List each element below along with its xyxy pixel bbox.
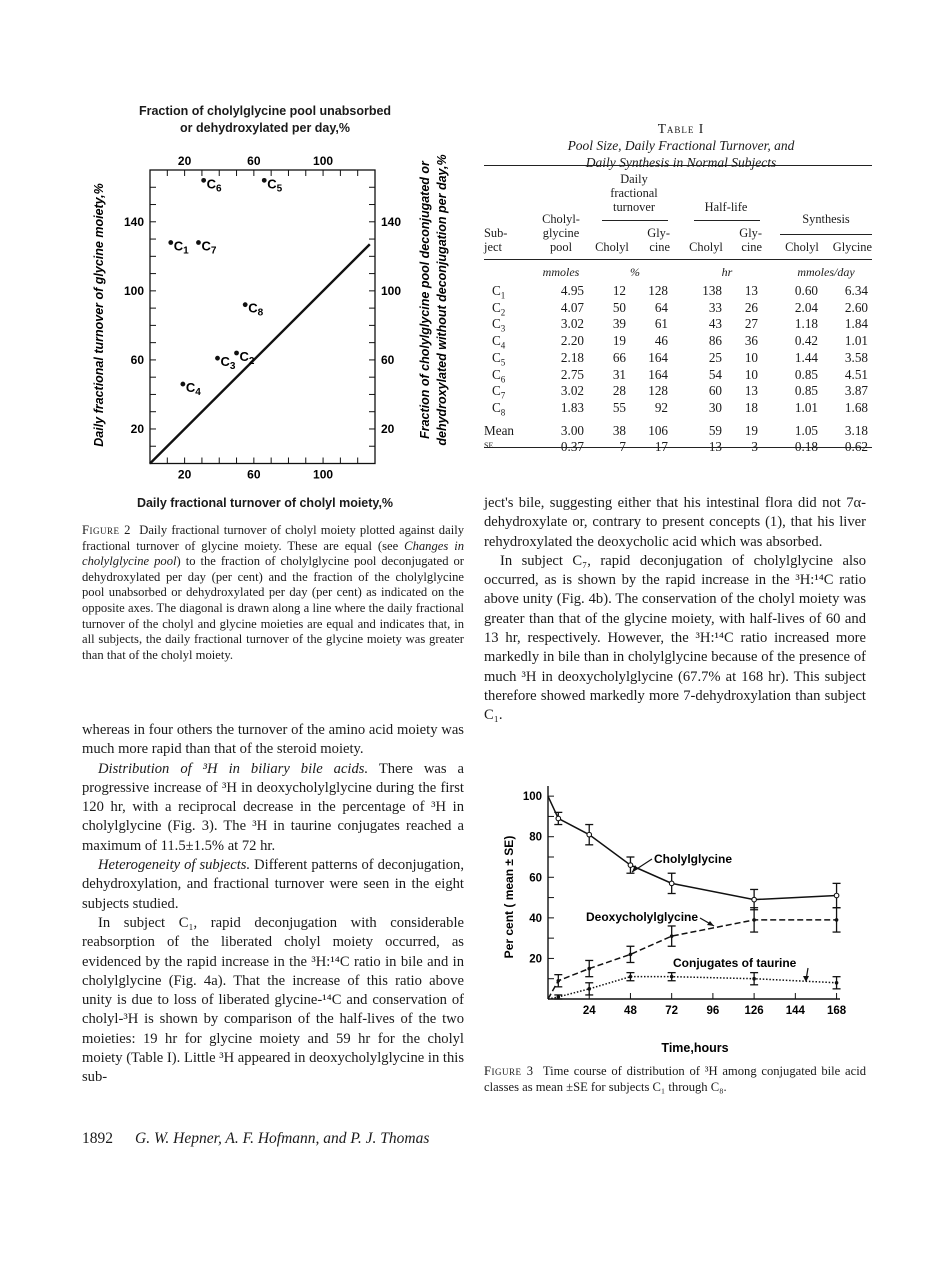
cell-syn-cholyl: 1.18 [794, 316, 818, 332]
figure3-point [556, 816, 561, 821]
figure3-point [752, 918, 756, 922]
figure2-point-c3 [215, 354, 236, 372]
figure2-caption-text: Daily fractional turnover of cholyl moiety plotted against daily fractional turnover of glycine moiety. These are equal (see [82, 523, 464, 553]
paragraph: whereas in four others the turnover of the amino acid moiety was much more rapid than that of the steroid moiety. [82, 722, 464, 758]
figure2-xtick-label-top: 100 [313, 154, 334, 168]
figure2-point-c6 [201, 176, 222, 194]
figure2-point-marker [243, 302, 248, 307]
figure3-series-line [548, 796, 837, 899]
table1-title-line1: Pool Size, Daily Fractional Turnover, and [567, 138, 795, 153]
cell-turn-glycine: 17 [654, 439, 668, 455]
cell-turn-cholyl: 55 [612, 399, 626, 415]
cell-subject: se [484, 439, 494, 452]
figure2-point-marker [180, 382, 185, 387]
figure3-point [587, 967, 591, 971]
figure3-ytick-label: 100 [522, 791, 542, 804]
figure2-bottom-xlabel: Daily fractional turnover of cholyl moiety,% [136, 496, 394, 510]
figure2-right-ylabel-line2: dehydroxylated without deconjugation per day,% [435, 154, 449, 446]
cell-syn-cholyl: 1.44 [794, 349, 818, 365]
cell-pool: 0.37 [560, 439, 584, 455]
figure3-point [669, 881, 674, 886]
col-header-halflife-glycine: Gly- cine [739, 226, 762, 254]
paragraph: ject's bile, suggesting either that his intestinal flora did not 7α-dehydroxylate or, contrary to present concepts (1), that his liver rehydroxylated the deoxycholic acid which was absorbed. [484, 495, 866, 550]
figure2-caption-label: Figure 2 [82, 523, 131, 537]
figure2-caption-italic: Changes in cholylglycine pool [82, 538, 465, 569]
cell-hl-glycine: 10 [744, 349, 758, 365]
figure2-xtick-label-bottom: 20 [177, 467, 192, 482]
figure3-deoxy-arrowhead [707, 921, 714, 926]
figure3-xlabel: Time,hours [661, 1041, 729, 1055]
footer-authors: G. W. Hepner, A. F. Hofmann, and P. J. Thomas [135, 1130, 430, 1147]
figure2-ytick-label-left: 100 [123, 283, 144, 298]
figure2-point-c7 [196, 239, 217, 257]
paragraph: In subject C₇, rapid deconjugation of cholylglycine also occurred, as is shown by the rapid increase in the ³H:¹⁴C ratio above unity (Fig. 4b). The conservation of the cholyl moiety was greater than that of the glycine moiety, with half-lives of 60 and 13 hr, respectively. However, the ³H:¹⁴C ratio increased more markedly in bile than in cholylglycine because of the presence of much ³H in deoxycholylglycine (67.7% at 168 hr). This subject therefore showed markedly more 7-dehydroxylation than subject C₁. [484, 552, 866, 724]
figure3-point [629, 975, 633, 979]
figure2-point-label: $C_4$ [185, 380, 201, 399]
figure2-scatter-chart [80, 150, 480, 490]
figure3-xtick-label: 24 [582, 1005, 596, 1017]
cell-syn-cholyl: 0.85 [794, 383, 818, 399]
figure3-legend-taurine: Conjugates of taurine [673, 956, 797, 970]
figure3-xtick-label: 72 [665, 1005, 679, 1017]
cell-pool: 3.02 [560, 383, 584, 399]
table-row [484, 316, 872, 335]
cell-turn-glycine: 164 [648, 349, 668, 365]
cell-hl-cholyl: 33 [708, 299, 722, 315]
figure3-xtick-label: 48 [624, 1005, 637, 1017]
cell-turn-glycine: 61 [654, 316, 668, 332]
cell-turn-glycine: 92 [654, 399, 668, 415]
paragraph: In subject C₁, rapid deconjugation with considerable reabsorption of the liberated cholyl moiety occurred, as evidenced by the rapid increase in the ³H:¹⁴C ratio in bile and in cholylglycine (Fig. 4a). That the increase of this ratio above unity is due to loss of liberated glycine-¹⁴C and conservation of cholyl-³H is shown by comparison of the half-lives of the two moieties: 19 hr for glycine moiety and 59 hr for the cholyl moiety (Table I). Little ³H appeared in deoxycholylglycine in this sub- [82, 914, 464, 1086]
cell-subject: $C_3$ [492, 316, 506, 335]
cell-hl-cholyl: 25 [708, 349, 722, 365]
page-number: 1892 [82, 1130, 113, 1147]
table1-title-line2: Daily Synthesis in Normal Subjects [585, 155, 777, 170]
figure3-ytick-label: 20 [529, 953, 542, 966]
figure2-point-marker [234, 351, 239, 356]
cell-subject: $C_6$ [492, 366, 506, 385]
col-header-turnover-cholyl: Cholyl [595, 240, 629, 254]
cell-turn-cholyl: 19 [612, 333, 626, 349]
figure3-xtick-label: 126 [744, 1005, 764, 1017]
figure3-caption-label: Figure 3 [484, 1064, 534, 1078]
cell-turn-glycine: 46 [654, 333, 668, 349]
right-column-text [484, 494, 866, 726]
figure2-point-c4 [180, 380, 201, 398]
figure2-point-c1 [168, 239, 189, 257]
cell-pool: 3.02 [560, 316, 584, 332]
cell-syn-cholyl: 0.60 [794, 283, 818, 298]
figure2-xtick-label-bottom: 60 [247, 467, 261, 482]
figure2-left-ylabel: Daily fractional turnover of glycine moiety,% [92, 183, 106, 447]
figure3-point [835, 918, 839, 922]
group-header-turnover: Daily fractional turnover [610, 172, 658, 214]
group-header-halflife: Half-life [704, 200, 748, 214]
cell-syn-glycine: 3.18 [844, 422, 868, 438]
figure3-ylabel: Per cent ( mean ± SE) [502, 835, 516, 959]
cell-turn-glycine: 128 [648, 383, 668, 399]
cell-turn-glycine: 164 [648, 366, 668, 382]
cell-turn-cholyl: 12 [612, 283, 626, 298]
figure2-ytick-label-left: 60 [130, 352, 144, 367]
cell-hl-cholyl: 13 [708, 439, 722, 455]
units-synthesis: mmoles/day [797, 265, 855, 279]
figure3-point [628, 863, 633, 868]
figure2-top-axis-title [110, 103, 420, 137]
table-row [484, 283, 872, 299]
figure2-equality-diagonal [150, 244, 370, 463]
cell-hl-glycine: 13 [744, 283, 758, 298]
cell-hl-glycine: 36 [744, 333, 758, 349]
cell-syn-cholyl: 1.01 [794, 399, 818, 415]
col-header-turnover-glycine: Gly- cine [647, 226, 670, 254]
figure2-xtick-label-top: 60 [247, 154, 261, 168]
figure2-ytick-label-left: 140 [123, 214, 144, 229]
figure3-xtick-label: 168 [826, 1005, 847, 1017]
units-pool: mmoles [542, 265, 580, 279]
units-turnover: % [630, 265, 640, 279]
table-row [484, 333, 872, 349]
col-header-pool: Cholyl- glycine pool [542, 212, 580, 254]
cell-hl-glycine: 18 [744, 399, 758, 415]
cell-hl-glycine: 26 [744, 299, 758, 315]
paragraph: Heterogeneity of subjects. Different patterns of deconjugation, dehydroxylation, and fractional turnover were seen in the eight subjects studied. [82, 857, 464, 912]
table-summary-row [484, 423, 872, 439]
cell-subject: Mean [484, 422, 515, 438]
cell-syn-glycine: 1.68 [844, 399, 868, 415]
figure2-caption-text2: ) to the fraction of cholylglycine pool deconjugated or dehydroxylated per day (per cent) and the fraction of the cholylglycine pool unabsorbed or dehydroxylated per day (per cent) as indicated on the opposite axes. The diagonal is drawn along a line where the daily fractional turnover of the cholyl and glycine moieties are equal and indicates that, in all subjects, the daily fractional turnover of the glycine moiety was greater than that of the cholyl moiety. [82, 554, 465, 662]
figure2-point-c5 [262, 176, 283, 194]
cell-subject: $C_7$ [492, 383, 506, 401]
cell-turn-glycine: 106 [648, 422, 668, 438]
col-header-synthesis-glycine: Glycine [832, 240, 872, 254]
figure2-point-marker [215, 356, 220, 361]
figure2-xtick-label-bottom: 100 [313, 467, 334, 482]
figure2-point-label: $C_8$ [248, 300, 264, 319]
cell-hl-cholyl: 30 [708, 399, 722, 415]
cell-hl-cholyl: 43 [708, 316, 722, 332]
units-halflife: hr [721, 265, 733, 279]
cell-pool: 3.00 [560, 422, 584, 438]
figure3-taurine-arrowhead [803, 976, 809, 982]
cell-hl-cholyl: 59 [708, 422, 722, 438]
cell-syn-glycine: 3.58 [844, 349, 868, 365]
table1-header-rule [484, 259, 872, 260]
cell-syn-glycine: 4.51 [844, 366, 868, 382]
col-header-subject: Sub- ject [484, 226, 508, 254]
figure2-point-label: $C_5$ [267, 176, 283, 195]
cell-turn-cholyl: 7 [619, 439, 626, 455]
paragraph: Distribution of ³H in biliary bile acids. There was a progressive increase of ³H in deoxycholylglycine during the first 120 hr, with a reciprocal decrease in the percentage of ³H in cholylglycine (Fig. 3). The ³H in taurine conjugates reached a maximum of 11.5±1.5% at 72 hr. [82, 760, 464, 854]
table1-bottom-rule [484, 447, 872, 448]
figure3-ytick-label: 40 [529, 912, 542, 925]
figure3-point [752, 897, 757, 902]
figure3-point [557, 995, 561, 999]
figure2-point-label: $C_3$ [220, 354, 236, 373]
paragraph-heading: Distribution of ³H in biliary bile acids. [98, 760, 369, 777]
figure3-point [587, 987, 591, 991]
cell-hl-cholyl: 54 [708, 366, 722, 382]
figure3-line-chart [490, 775, 870, 1065]
cell-turn-cholyl: 50 [612, 299, 626, 315]
cell-hl-glycine: 10 [744, 366, 758, 382]
cell-turn-cholyl: 31 [612, 366, 626, 382]
figure3-point [835, 981, 839, 985]
figure2-xtick-label-top: 20 [177, 154, 192, 168]
paragraph-heading: Heterogeneity of subjects. [98, 857, 251, 874]
cell-syn-glycine: 2.60 [844, 299, 868, 315]
cell-turn-glycine: 64 [654, 299, 668, 315]
cell-turn-cholyl: 66 [612, 349, 626, 365]
cell-turn-glycine: 128 [648, 283, 668, 298]
cell-syn-glycine: 1.84 [844, 316, 868, 332]
col-header-synthesis-cholyl: Cholyl [785, 240, 819, 254]
cell-syn-glycine: 1.01 [844, 333, 868, 349]
figure3-point [629, 953, 633, 957]
figure2-marks [150, 176, 370, 463]
cell-syn-glycine: 6.34 [844, 283, 868, 298]
figure3-series-line [548, 977, 837, 999]
table1-label: Table I [657, 121, 705, 136]
figure3-point [834, 893, 839, 898]
table1-header [484, 170, 872, 262]
cell-syn-cholyl: 0.42 [794, 333, 818, 349]
page-footer [82, 1130, 429, 1148]
figure3-axes [523, 786, 847, 1017]
cell-hl-cholyl: 138 [702, 283, 722, 298]
figure3-point [670, 975, 674, 979]
halflife-group-rule [694, 220, 760, 221]
figure2-point-marker [196, 240, 201, 245]
figure3-legend-deoxycholylglycine: Deoxycholylglycine [586, 910, 699, 924]
figure3-xtick-label: 96 [706, 1005, 720, 1017]
figure3-point [670, 934, 674, 938]
figure3-legend-cholylglycine: Cholylglycine [654, 852, 733, 866]
figure2-ytick-label-left: 20 [130, 421, 144, 436]
figure2-point-c2 [234, 349, 255, 367]
table-row [484, 350, 872, 366]
cell-turn-cholyl: 38 [612, 422, 626, 438]
figure3-point [752, 977, 756, 981]
figure3-point [557, 979, 561, 983]
cell-turn-cholyl: 28 [612, 383, 626, 399]
figure2-point-label: $C_7$ [201, 238, 217, 257]
cell-pool: 2.75 [560, 366, 584, 382]
figure2-ytick-label-right: 20 [381, 421, 395, 436]
cell-syn-cholyl: 0.85 [794, 366, 818, 382]
cell-subject: $C_1$ [492, 283, 506, 301]
cell-hl-glycine: 3 [751, 439, 758, 455]
figure2-point-marker [201, 178, 206, 183]
cell-hl-cholyl: 60 [708, 383, 722, 399]
cell-pool: 2.20 [560, 333, 584, 349]
cell-subject: $C_4$ [492, 333, 506, 351]
figure2-point-marker [168, 240, 173, 245]
figure2-caption [82, 523, 464, 663]
left-column-text [82, 721, 464, 1088]
table1-caption [486, 120, 876, 171]
turnover-group-rule [602, 220, 668, 221]
figure2-point-label: $C_6$ [206, 176, 222, 195]
table-row [484, 300, 872, 316]
figure2-top-title-line2: or dehydroxylated per day,% [180, 121, 350, 135]
table1-top-rule [484, 165, 872, 166]
figure2-right-ylabel-line1: Fraction of cholylglycine pool deconjugated or [418, 161, 432, 439]
cell-subject: $C_5$ [492, 349, 506, 368]
cell-hl-glycine: 13 [744, 383, 758, 399]
cell-pool: 2.18 [560, 349, 584, 365]
figure3-xtick-label: 144 [785, 1005, 805, 1017]
cell-syn-glycine: 0.62 [844, 439, 868, 455]
cell-pool: 1.83 [560, 399, 584, 415]
figure3-caption [484, 1064, 866, 1095]
figure2-top-title-line1: Fraction of cholylglycine pool unabsorbed [138, 104, 392, 118]
cell-syn-cholyl: 0.18 [794, 439, 818, 455]
figure3-ytick-label: 80 [529, 831, 542, 844]
group-header-synthesis: Synthesis [802, 212, 850, 226]
figure2-ytick-label-right: 60 [381, 352, 395, 367]
cell-pool: 4.95 [560, 283, 584, 298]
figure2-point-c8 [243, 301, 264, 319]
synthesis-group-rule [780, 234, 872, 235]
figure3-caption-text: Time course of distribution of ³H among conjugated bile acid classes as mean ±SE for subjects C₁ through C₈. [484, 1064, 866, 1094]
col-header-halflife-cholyl: Cholyl [689, 240, 723, 254]
figure2-point-marker [262, 178, 267, 183]
cell-syn-cholyl: 1.05 [794, 422, 818, 438]
cell-pool: 4.07 [560, 299, 584, 315]
cell-hl-glycine: 19 [744, 422, 758, 438]
figure2-point-label: $C_2$ [239, 349, 255, 368]
figure2-ytick-label-right: 100 [381, 283, 402, 298]
table-row [484, 400, 872, 416]
cell-subject: $C_8$ [492, 399, 506, 418]
table-row [484, 367, 872, 383]
cell-turn-cholyl: 39 [612, 316, 626, 332]
table-row [484, 383, 872, 399]
cell-subject: $C_2$ [492, 299, 506, 318]
cell-hl-cholyl: 86 [708, 333, 722, 349]
figure3-point [587, 832, 592, 837]
cell-syn-cholyl: 2.04 [794, 299, 818, 315]
figure3-ytick-label: 60 [529, 872, 542, 885]
cell-hl-glycine: 27 [744, 316, 758, 332]
figure2-point-label: $C_1$ [173, 238, 189, 257]
cell-syn-glycine: 3.87 [844, 383, 868, 399]
table1-units-row [484, 265, 872, 281]
figure2-ytick-label-right: 140 [381, 214, 402, 229]
